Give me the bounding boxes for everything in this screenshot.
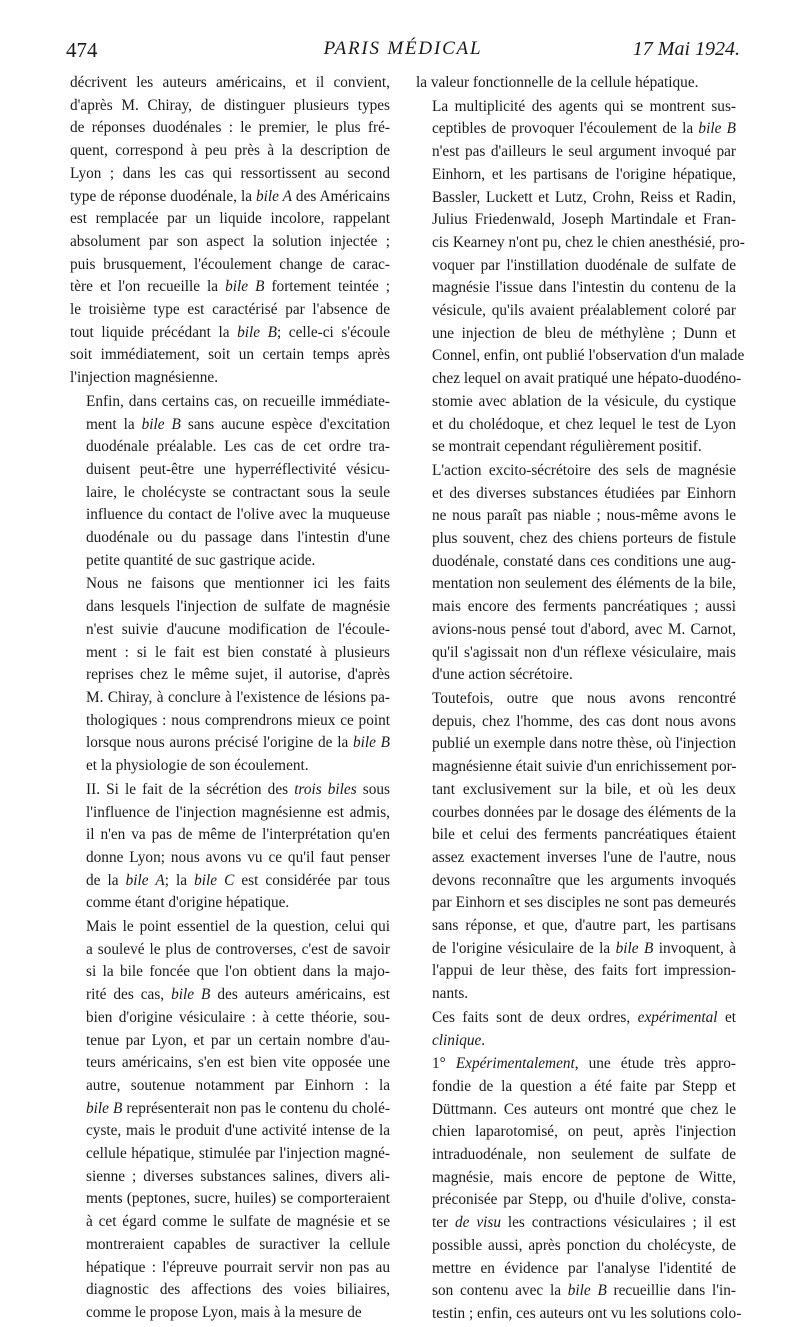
italic-term: bile A — [255, 187, 292, 205]
text-line: intraduodénale, non seulement de sulfate de — [432, 1146, 736, 1164]
text-line: dans lesquels l'injection de sulfate de magnésie — [86, 598, 390, 616]
text-line: chien laparotomisé, on peut, après l'injection — [432, 1123, 736, 1141]
paragraph — [70, 779, 390, 915]
text-line: l'injection magnésienne. — [70, 369, 219, 387]
text-line: duodénale préalable. Les cas de cet ordre tra- — [86, 438, 390, 456]
text-line: bile et celui des ferments pancréatiques étaient — [432, 826, 736, 844]
text-line: magnésie, mais encore de peptone de Witte, — [432, 1168, 736, 1186]
italic-term: bile B — [225, 278, 265, 296]
text-line: Julius Friedenwald, Joseph Martindale et Fran- — [432, 211, 736, 229]
italic-term: bile B — [141, 415, 181, 433]
text-line: vésicule, qu'ils avaient préalablement coloré par — [432, 302, 736, 320]
text-line: Toutefois, outre que nous avons rencontré — [432, 689, 736, 707]
text-line: et la physiologie de son écoulement. — [86, 757, 309, 775]
text-line: Einhorn, et les partisans de l'origine hépatique, — [432, 165, 736, 183]
text-line: fondie de la question a été faite par Stepp et — [432, 1077, 736, 1095]
text-line: thologiques : nous comprendrons mieux ce point — [86, 711, 390, 729]
italic-term: Expérimentalement — [455, 1055, 575, 1073]
text-line: type de réponse duodénale, la bile A des Américains — [70, 187, 390, 205]
text-line: possible aussi, après ponction du cholécyste, de — [432, 1236, 736, 1254]
italic-term: bile B — [352, 734, 391, 752]
text-line: voquer par l'instillation duodénale de sulfate de — [432, 256, 736, 274]
text-line: bile B représenterait non pas le contenu du cholé- — [86, 1099, 390, 1117]
text-line: testin ; enfin, ces auteurs ont vu les solutions colo- — [432, 1304, 742, 1322]
text-line: mettre en évidence par l'analyse l'identité de — [432, 1259, 736, 1277]
text-line: absolument par son aspect la solution injectée ; — [70, 232, 390, 250]
text-line: se montrait cependant régulièrement positif. — [432, 438, 702, 456]
text-line: ments (peptones, sucre, huiles) se comporteraient — [86, 1190, 390, 1208]
text-line: comme le propose Lyon, mais à la mesure de — [86, 1303, 362, 1321]
text-line: devons reconnaître que les arguments invoqués — [432, 871, 736, 889]
text-line: Enfin, dans certains cas, on recueille immédiate- — [86, 392, 390, 410]
text-line: l'influence de l'injection magnésienne est admis, — [86, 803, 390, 821]
text-line: préconisée par Stepp, ou d'huile d'olive, consta- — [432, 1191, 736, 1209]
text-line: avions-nous pensé tout d'abord, avec M. Carnot, — [432, 620, 736, 638]
text-line: par Einhorn et ses disciples ne sont pas demeurés — [432, 894, 736, 912]
text-line: sienne ; diverses substances salines, divers ali- — [86, 1167, 390, 1185]
text-line: et des diverses substances étudiées par Einhorn — [432, 484, 736, 502]
text-line: II. Si le fait de la sécrétion des trois biles sous — [86, 780, 391, 798]
text-line: comme étant d'origine hépatique. — [86, 894, 290, 912]
italic-term: bile A — [125, 871, 165, 889]
text-line: ceptibles de provoquer l'écoulement de la bile B — [432, 120, 736, 138]
text-line: publié un exemple dans notre thèse, où l'injection — [432, 735, 736, 753]
text-line: duodénale, constaté dans ces conditions une aug- — [432, 552, 736, 570]
italic-term: bile B — [237, 323, 277, 341]
text-line: L'action excito-sécrétoire des sels de magnésie — [432, 461, 736, 479]
journal-title: PARIS MÉDICAL — [323, 38, 483, 59]
paragraph — [416, 1007, 736, 1052]
text-line: hépatique : l'épreuve pourrait servir non pas au — [86, 1258, 390, 1276]
italic-term: bile B — [698, 120, 736, 138]
italic-term: bile B — [86, 1099, 123, 1117]
text-line: reprises chez le même sujet, il autorise, d'après — [86, 666, 390, 684]
text-line: ne nous paraît pas niable ; nous-même avons le — [432, 507, 736, 525]
text-line: 1° Expérimentalement, une étude très appro- — [432, 1055, 737, 1073]
text-line: montreraient capables de suractiver la cellule — [86, 1235, 390, 1253]
text-line: assez exactement inverses l'une de l'autre, nous — [432, 848, 736, 866]
text-line: Ces faits sont de deux ordres, expérimental et — [432, 1008, 736, 1026]
text-line: donne Lyon; nous avons vu ce qu'il faut penser — [86, 848, 390, 866]
text-line: de réponses duodénales : le premier, le plus fré- — [70, 119, 390, 137]
text-line: puis brusquement, l'écoulement change de carac- — [70, 255, 390, 273]
text-line: duisent peut-être une hyperréflectivité vésicu- — [86, 460, 390, 478]
text-line: mais encore des ferments pancréatiques ; aussi — [432, 598, 736, 616]
text-line: cyste, mais le produit d'une activité intense de la — [86, 1122, 390, 1140]
running-header — [66, 38, 740, 64]
text-line: Lyon ; dans les cas qui ressortissent au second — [70, 164, 390, 182]
text-line: chez lequel on avait pratiqué une hépato-duodéno- — [432, 370, 742, 388]
text-line: courbes données par le dosage des éléments de la — [432, 803, 736, 821]
right-column — [416, 72, 745, 1327]
text-line: tant exclusivement sur la bile, et où les deux — [432, 780, 736, 798]
italic-term: trois biles — [294, 780, 357, 798]
text-line: d'après M. Chiray, de distinguer plusieurs types — [70, 96, 390, 114]
text-line: décrivent les auteurs américains, et il convient, — [70, 74, 390, 91]
text-line: l'appui de leur thèse, des faits fort impression- — [432, 962, 736, 980]
text-line: petite quantité de suc gastrique acide. — [86, 551, 316, 569]
text-line: Düttmann. Ces auteurs ont montré que chez le — [432, 1100, 736, 1118]
italic-term: de visu — [455, 1214, 501, 1232]
text-line: Nous ne faisons que mentionner ici les faits — [86, 575, 390, 593]
text-line: influence du contact de l'olive avec la muqueuse — [86, 506, 390, 524]
text-line: bien d'origine vésiculaire : à cette théorie, sou- — [86, 1008, 390, 1026]
text-line: tenue par Lyon, et par un certain nombre d'au- — [86, 1031, 390, 1049]
text-line: nants. — [432, 985, 469, 1003]
paragraph — [70, 916, 390, 1325]
text-line: qu'il s'agissait non d'un réflexe vésiculaire, mais — [432, 643, 736, 661]
text-line: n'est pas d'ailleurs le seul argument invoqué par — [432, 143, 736, 161]
text-line: stomie avec ablation de la vésicule, du cystique — [432, 392, 736, 410]
text-line: cellule hépatique, stimulée par l'injection magné- — [86, 1145, 390, 1163]
text-line: duodénale ou du passage dans l'intestin d'une — [86, 529, 390, 547]
italic-term: expérimental — [637, 1008, 718, 1026]
text-line: magnésienne était suivie d'un enrichissement por- — [432, 758, 737, 776]
text-line: et du cholédoque, et chez lequel le test de Lyon — [432, 415, 736, 433]
text-line: si la bile foncée que l'on obtient dans la majo- — [86, 963, 390, 981]
text-line: teurs américains, s'en est bien vite opposée une — [86, 1054, 390, 1072]
text-line: mentation non seulement des éléments de la bile, — [432, 575, 736, 593]
text-line: ment : si le fait est bien constaté à plusieurs — [86, 643, 390, 661]
text-line: magnésie l'issue dans l'intestin du contenu de la — [432, 279, 736, 297]
text-line: plus souvent, chez des chiens porteurs de fistule — [432, 530, 736, 548]
text-line: la valeur fonctionnelle de la cellule hépatique. — [416, 74, 699, 91]
paragraph — [416, 72, 736, 95]
paragraph — [70, 573, 390, 777]
paragraph — [70, 391, 390, 573]
text-line: rité des cas, bile B des auteurs américains, est — [86, 986, 390, 1004]
text-line: laire, le cholécyste se contractant sous la seule — [86, 483, 390, 501]
text-line: La multiplicité des agents qui se montrent sus- — [432, 97, 736, 115]
italic-term: bile C — [194, 871, 235, 889]
text-line: d'une action sécrétoire. — [432, 666, 573, 684]
text-line: son contenu avec la bile B recueillie dans l'in- — [432, 1282, 736, 1300]
italic-term: clinique — [432, 1031, 482, 1049]
text-line: a soulevé le plus de controverses, c'est de savoir — [86, 940, 390, 958]
paragraph — [416, 460, 736, 687]
text-line: Connel, enfin, ont publié l'observation d'un malade — [432, 347, 745, 365]
text-line: clinique. — [432, 1031, 486, 1049]
paragraph — [70, 72, 390, 390]
text-line: depuis, chez l'homme, des cas dont nous avons — [432, 712, 736, 730]
text-line: Bassler, Luckett et Lutz, Crohn, Reiss et Radin, — [432, 188, 736, 206]
italic-term: bile B — [615, 939, 654, 957]
text-line: lorsque nous aurons précisé l'origine de la bile B — [86, 734, 391, 752]
left-column — [70, 72, 390, 1326]
text-line: il n'en va pas de même de l'interprétation qu'en — [86, 826, 390, 844]
text-line: cis Kearney n'ont pu, chez le chien anesthésié, pro- — [432, 233, 745, 251]
text-line: autre, soutenue notamment par Einhorn : la — [86, 1076, 390, 1094]
page-number: 474 — [66, 38, 98, 62]
paragraph — [416, 688, 736, 1006]
italic-term: bile B — [171, 986, 211, 1004]
text-line: diagnostic des affections des voies biliaires, — [86, 1281, 390, 1299]
text-line: sans réponse, et que, d'autre part, les partisans — [432, 917, 736, 935]
text-line: n'est suivie d'aucune modification de l'écoule- — [86, 620, 390, 638]
text-line: le troisième type est caractérisé par l'absence de — [70, 301, 390, 319]
paragraph — [416, 1053, 742, 1325]
text-line: de la bile A; la bile C est considérée par tous — [86, 871, 390, 889]
text-line: tère et l'on recueille la bile B fortement teintée ; — [70, 278, 391, 296]
paragraph — [416, 96, 745, 459]
text-line: quent, correspond à peu près à la description de — [70, 142, 390, 160]
text-line: est remplacée par un liquide incolore, rappelant — [70, 210, 390, 228]
text-line: soit immédiatement, soit un certain temps après — [70, 346, 390, 364]
italic-term: bile B — [567, 1282, 607, 1300]
text-line: Mais le point essentiel de la question, celui qui — [86, 918, 390, 936]
text-line: ment la bile B sans aucune espèce d'excitation — [86, 415, 390, 433]
text-line: de l'origine vésiculaire de la bile B invoquent, à — [432, 939, 737, 957]
text-line: M. Chiray, à conclure à l'existence de lésions pa- — [86, 688, 390, 706]
issue-date: 17 Mai 1924. — [632, 38, 740, 60]
text-line: tout liquide précédant la bile B; celle-ci s'écoule — [70, 323, 391, 341]
text-line: une injection de bleu de méthylène ; Dunn et — [432, 324, 736, 342]
text-line: ter de visu les contractions vésiculaires ; il est — [432, 1214, 736, 1232]
text-line: à cet égard comme le sulfate de magnésie et se — [86, 1213, 390, 1231]
